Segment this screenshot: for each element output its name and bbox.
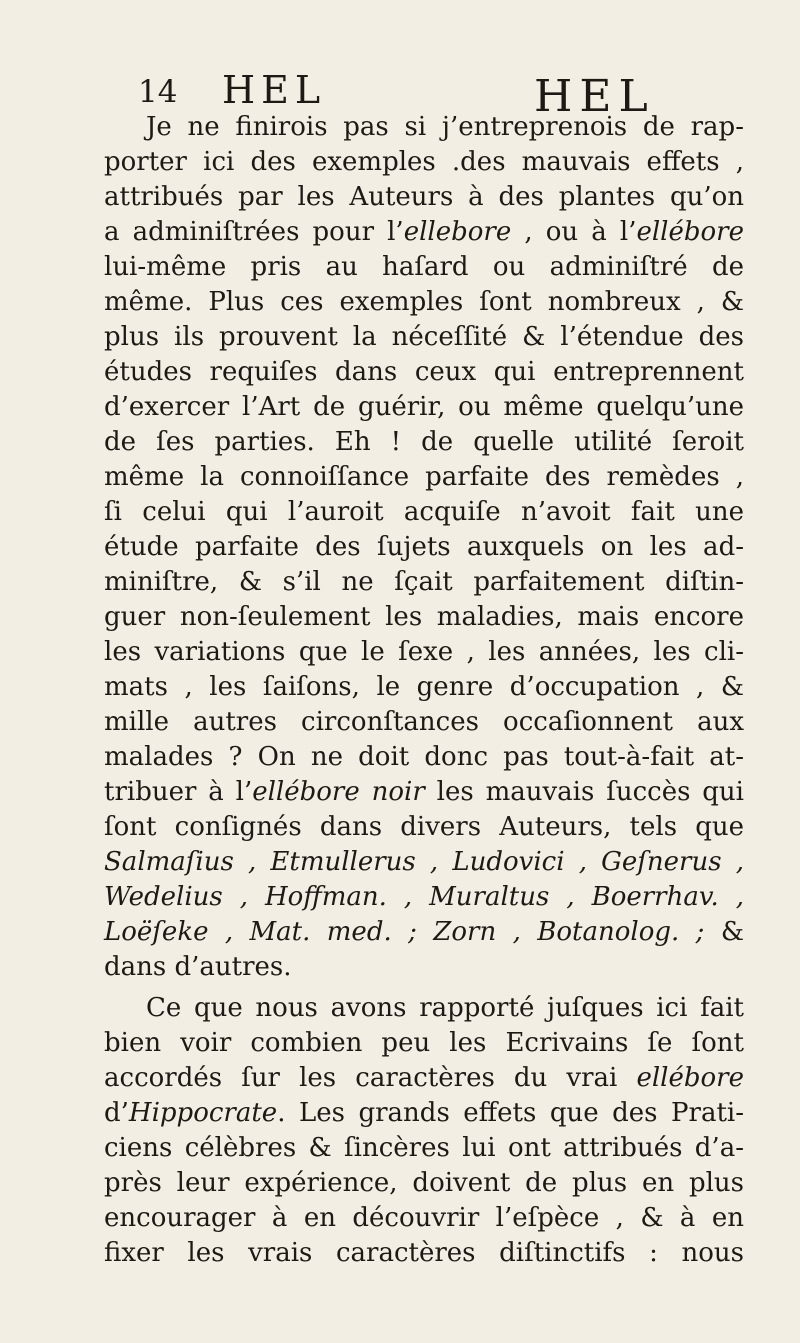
text-line [104,495,744,530]
text-line [104,1061,744,1096]
text-run: près leur expérience, doivent de plus en plus [104,1168,744,1198]
text-run: . Les grands effets que des Prati- [277,1098,744,1128]
text-line [104,250,744,285]
text-line [104,110,744,145]
text-run: porter ici des exemples .des mauvais effets , [104,147,744,177]
text-line [104,1201,744,1236]
text-run: lui-même pris au haſard ou adminiſtré de [104,252,744,282]
italic-text: Wedelius , Hoffman. , Muraltus , Boerrhav. , [104,882,744,912]
italic-text: ellebore [403,217,512,247]
text-run: Je ne finirois pas si j’entreprenois de rap- [146,112,744,142]
text-run: ſi celui qui l’auroit acquiſe n’avoit fait une [104,497,744,527]
text-run: d’exercer l’Art de guérir, ou même quelqu’une [104,392,744,422]
text-run: miniſtre, & s’il ne ſçait parfaitement diſtin- [104,567,744,597]
text-run: attribués par les Auteurs à des plantes qu’on [104,182,744,212]
text-line [104,740,744,775]
text-line [104,880,744,915]
text-run: même la connoiſſance parfaite des remèdes , [104,462,744,492]
text-line [104,635,744,670]
running-head-left: HEL [222,68,327,112]
text-run: guer non-ſeulement les maladies, mais encore [104,602,744,632]
text-run: plus ils prouvent la néceſſité & l’étendue des [104,322,744,352]
text-run: les variations que le ſexe , les années, les cli- [104,637,744,667]
text-run: bien voir combien peu les Ecrivains ſe ſont [104,1028,744,1058]
text-line [104,180,744,215]
text-run: dans d’autres. [104,952,292,982]
text-run: mats , les ſaiſons, le genre d’occupation , & [104,672,744,702]
text-line [104,705,744,740]
text-run: étude parfaite des ſujets auxquels on les ad- [104,532,744,562]
italic-text: Hippocrate [128,1098,278,1128]
text-run: tribuer à l’ [104,777,253,807]
text-line [104,390,744,425]
text-run: a adminiſtrées pour l’ [104,217,404,247]
text-run: & [704,917,744,947]
text-run: ciens célèbres & ſincères lui ont attribués d’a- [104,1133,744,1163]
text-run: de ſes parties. Eh ! de quelle utilité ſeroit [104,427,744,457]
italic-text: ellébore [636,217,744,247]
text-line [104,600,744,635]
text-run: même. Plus ces exemples ſont nombreux , & [104,287,744,317]
text-line [104,425,744,460]
text-line [104,1096,744,1131]
text-line [104,950,744,985]
text-line [104,565,744,600]
text-run: malades ? On ne doit donc pas tout-à-fait at- [104,742,744,772]
text-line [104,775,744,810]
page-header [0,64,800,122]
text-run: accordés ſur les caractères du vrai [104,1063,637,1093]
text-run: , ou à l’ [511,217,637,247]
text-line [104,1166,744,1201]
italic-text: Loëſeke , Mat. med. ; Zorn , Botanolog. ; [104,917,705,947]
text-line [104,530,744,565]
text-line [104,285,744,320]
text-line [104,215,744,250]
running-head-right: HEL [534,71,655,122]
italic-text: Salmaſius , Etmullerus , Ludovici , Geſnerus , [104,847,744,877]
page-number: 14 [138,74,178,110]
text-line [104,915,744,950]
text-run: d’ [104,1098,129,1128]
text-line [104,670,744,705]
text-run: mille autres circonſtances occaſionnent aux [104,707,744,737]
text-line [104,1236,744,1271]
italic-text: ellébore noir [252,777,425,807]
text-run: encourager à en découvrir l’eſpèce , & à en [104,1203,744,1233]
text-run: fixer les vrais caractères diſtinctifs : nous [104,1238,744,1268]
text-line [104,320,744,355]
text-run: Ce que nous avons rapporté juſques ici fait [146,993,744,1023]
text-line [104,991,744,1026]
text-line [104,460,744,495]
text-run: les mauvais ſuccès qui [424,777,744,807]
text-line [104,355,744,390]
text-line [104,1026,744,1061]
text-line [104,845,744,880]
text-run: ſont conſignés dans divers Auteurs, tels que [104,812,744,842]
italic-text: ellébore [636,1063,744,1093]
body-text [104,110,744,1271]
text-line [104,810,744,845]
text-line [104,1131,744,1166]
text-run: études requiſes dans ceux qui entreprennent [104,357,744,387]
text-line [104,145,744,180]
